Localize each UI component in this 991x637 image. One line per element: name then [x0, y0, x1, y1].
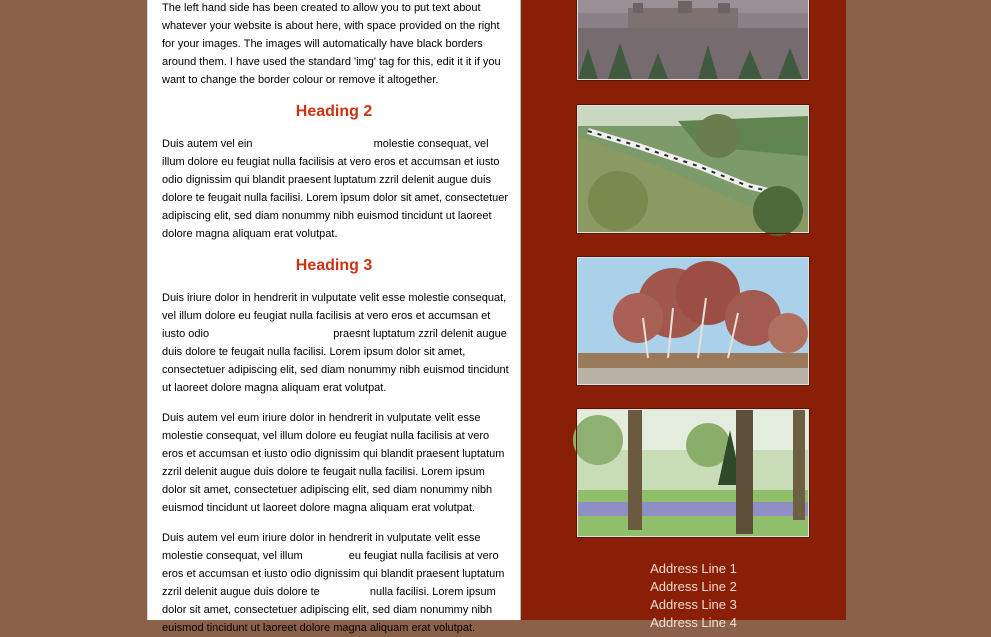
address-line-3: Address Line 3: [650, 597, 737, 612]
heading-3: Heading 3: [295, 257, 373, 274]
intro-paragraph: The left hand side has been created to allow you to put text about whatever your website is about here, with space provided on the right for your images. The images will automatically have black borders around them. I have used the standard 'img' tag for this, edit it it if you want to change the border colour or remove it altogether.: [162, 2, 501, 86]
paragraph-2-part-b: molestie consequat, vel illum dolore eu feugiat nulla facilisis at vero eros et accumsan et iusto odio dignissim qui blandit praesent luptatum zzril delenit augue duis dolore te feugait nulla facilisi. Lorem ipsum dolor sit amet, consectetuer adipiscing elit, sed diam nonummy nibh euismod tincidunt ut laoreet dolore magna aliquam erat volutpat.: [162, 138, 509, 240]
address-block: [521, 560, 866, 632]
sidebar: [521, 0, 846, 630]
address-line-1: Address Line 1: [650, 561, 737, 576]
trees-photo: [577, 257, 809, 385]
castle-image: [578, 0, 808, 79]
heading-2: Heading 2: [295, 103, 373, 120]
paragraph-5: [148, 529, 520, 637]
canal-locks-photo: [577, 105, 809, 233]
canal-locks-image: [578, 106, 808, 232]
main-content: [147, 0, 521, 634]
paragraph-2: [148, 135, 520, 243]
trees-image: [578, 258, 808, 384]
paragraph-4: Duis autem vel eum iriure dolor in hendrerit in vulputate velit esse molestie consequat, vel illum dolore eu feugiat nulla facilisis at vero eros et accumsan et iusto odio dignissim qui blandit praesent luptatum zzril delenit augue duis dolore te feugait nulla facilisi. Lorem ipsum dolor sit amet, consectetuer adipiscing elit, sed diam nonummy nibh euismod tincidunt ut laoreet dolore magna aliquam erat volutpat.: [162, 412, 505, 514]
castle-photo: [577, 0, 809, 80]
address-line-2: Address Line 2: [650, 579, 737, 594]
paragraph-5-part-b: eu feugiat nulla facilisis at vero eros et accumsan et iusto odio dignissim qui blandit praesent luptatum zzril delenit augue duis dolore te: [162, 550, 505, 598]
bluebell-wood-photo: [577, 409, 809, 537]
address-line-4: Address Line 4: [650, 615, 737, 630]
paragraph-3-part-b: praesnt luptatum zzril delenit augue duis dolore te feugait nulla facilisi. Lorem ipsum dolor sit amet, consectetuer adipiscing elit, sed diam nonummy nibh euismod tincidunt ut laoreet dolore magna aliquam erat volutpat.: [162, 328, 509, 394]
paragraph-5-part-c: nulla facilisi. Lorem ipsum dolor sit amet, consectetuer adipiscing elit, sed diam nonummy nibh euismod tincidunt ut laoreet dolore magna aliquam erat volutpat.: [162, 586, 496, 634]
bluebell-wood-image: [578, 410, 808, 536]
paragraph-3: [148, 289, 520, 397]
paragraph-5-part-a: Duis autem vel eum iriure dolor in hendrerit in vulputate velit esse molestie consequat, vel illum: [162, 532, 481, 562]
paragraph-3-part-a: Duis iriure dolor in hendrerit in vulputate velit esse molestie consequat, vel illum dolore eu feugiat nulla facilisis at vero eros et accumsan et iusto odio: [162, 292, 507, 340]
paragraph-2-part-a: Duis autem vel ein: [162, 138, 253, 150]
